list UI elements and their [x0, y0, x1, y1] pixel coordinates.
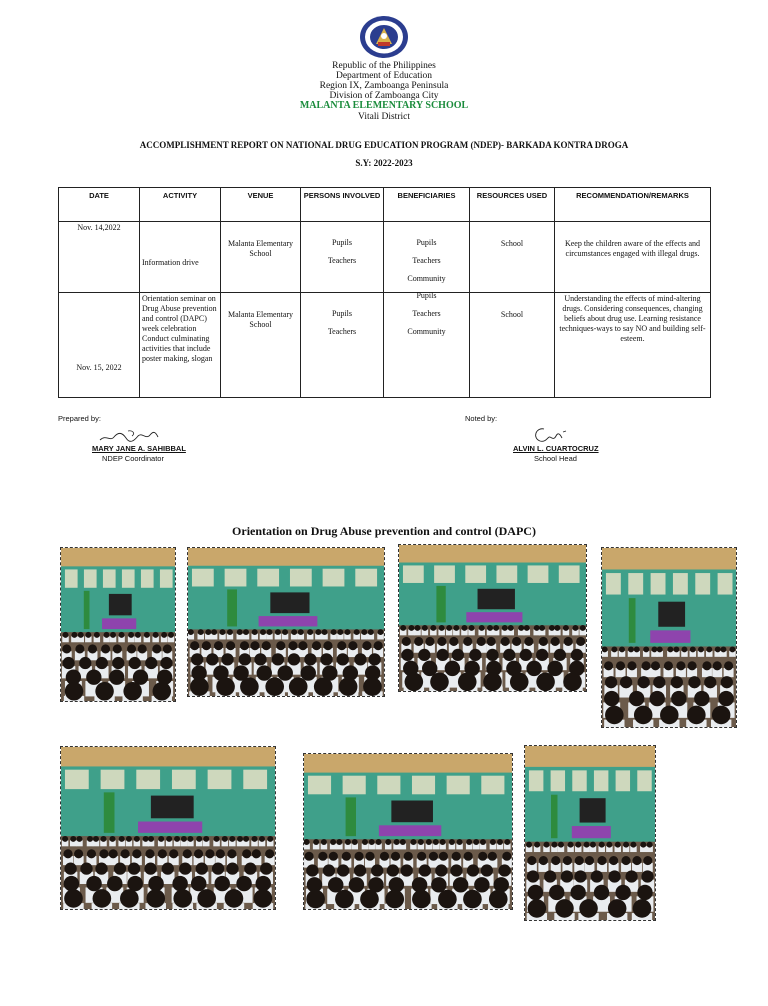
table-row — [59, 293, 711, 398]
row-beneficiary: Pupils — [416, 291, 437, 300]
row-activity: Orientation seminar on Drug Abuse prevention and control (DAPC) week celebration Conduct culminating activities that include poster making, slogan — [142, 294, 217, 363]
event-photo — [60, 547, 176, 702]
school-head-name: ALVIN L. CUARTOCRUZ — [513, 444, 599, 453]
row-remarks: Keep the children aware of the effects and circumstances engaged with illegal drugs. — [564, 239, 701, 258]
signature-coordinator — [98, 428, 160, 444]
row-beneficiary: Teachers — [412, 256, 441, 265]
header-region: Region IX, Zamboanga Peninsula — [319, 81, 449, 91]
row-remarks: Understanding the effects of mind-altering drugs. Considering consequences, changing beliefs about drug use. Learning resistance techniques-ways to say NO and building self-esteem. — [559, 294, 706, 343]
event-photo — [60, 746, 276, 910]
row-person: Pupils — [331, 309, 352, 318]
event-photo — [398, 544, 587, 692]
photo-section-title: Orientation on Drug Abuse prevention and control (DAPC) — [232, 524, 536, 538]
event-photo — [524, 745, 656, 921]
header-department: Department of Education — [335, 71, 433, 81]
row-resources: School — [500, 310, 524, 319]
col-header-persons: PERSONS INVOLVED — [301, 188, 384, 222]
header-district: Vitali District — [358, 112, 410, 122]
row-activity: Information drive — [142, 258, 199, 267]
row-beneficiary: Pupils — [416, 238, 437, 247]
row-person: Pupils — [331, 238, 352, 247]
row-beneficiary: Community — [407, 274, 446, 283]
noted-by-label: Noted by: — [465, 414, 498, 423]
row-resources: School — [500, 239, 524, 248]
school-year: S.Y: 2022-2023 — [355, 158, 413, 168]
row-person: Teachers — [327, 327, 357, 336]
signature-school-head — [530, 426, 570, 444]
row-beneficiary: Teachers — [412, 309, 441, 318]
col-header-venue: VENUE — [221, 188, 301, 222]
event-photo — [187, 547, 385, 697]
row-date: Nov. 15, 2022 — [76, 363, 122, 372]
report-title: ACCOMPLISHMENT REPORT ON NATIONAL DRUG EDUCATION PROGRAM (NDEP)- BARKADA KONTRA DROGA — [139, 140, 629, 150]
table-row — [59, 222, 711, 293]
event-photo — [601, 547, 737, 728]
col-header-activity: ACTIVITY — [140, 188, 221, 222]
row-person: Teachers — [327, 256, 357, 265]
col-header-date: DATE — [59, 188, 140, 222]
col-header-beneficiaries: BENEFICIARIES — [384, 188, 470, 222]
coordinator-name: MARY JANE A. SAHIBBAL — [92, 444, 186, 453]
coordinator-role: NDEP Coordinator — [102, 454, 164, 463]
row-venue: Malanta Elementary School — [227, 310, 294, 329]
school-head-role: School Head — [534, 454, 577, 463]
header-school: MALANTA ELEMENTARY SCHOOL — [299, 100, 469, 111]
prepared-by-label: Prepared by: — [58, 414, 101, 423]
accomplishment-table — [58, 187, 711, 398]
row-date: Nov. 14,2022 — [77, 223, 121, 232]
row-beneficiary: Community — [407, 327, 446, 336]
row-venue: Malanta Elementary School — [227, 239, 294, 258]
col-header-remarks: RECOMMENDATION/REMARKS — [555, 188, 711, 222]
event-photo — [303, 753, 513, 910]
deped-seal-icon — [358, 14, 410, 60]
col-header-resources: RESOURCES USED — [470, 188, 555, 222]
header-country: Republic of the Philippines — [332, 61, 436, 71]
header-division: Division of Zamboanga City — [329, 91, 439, 101]
